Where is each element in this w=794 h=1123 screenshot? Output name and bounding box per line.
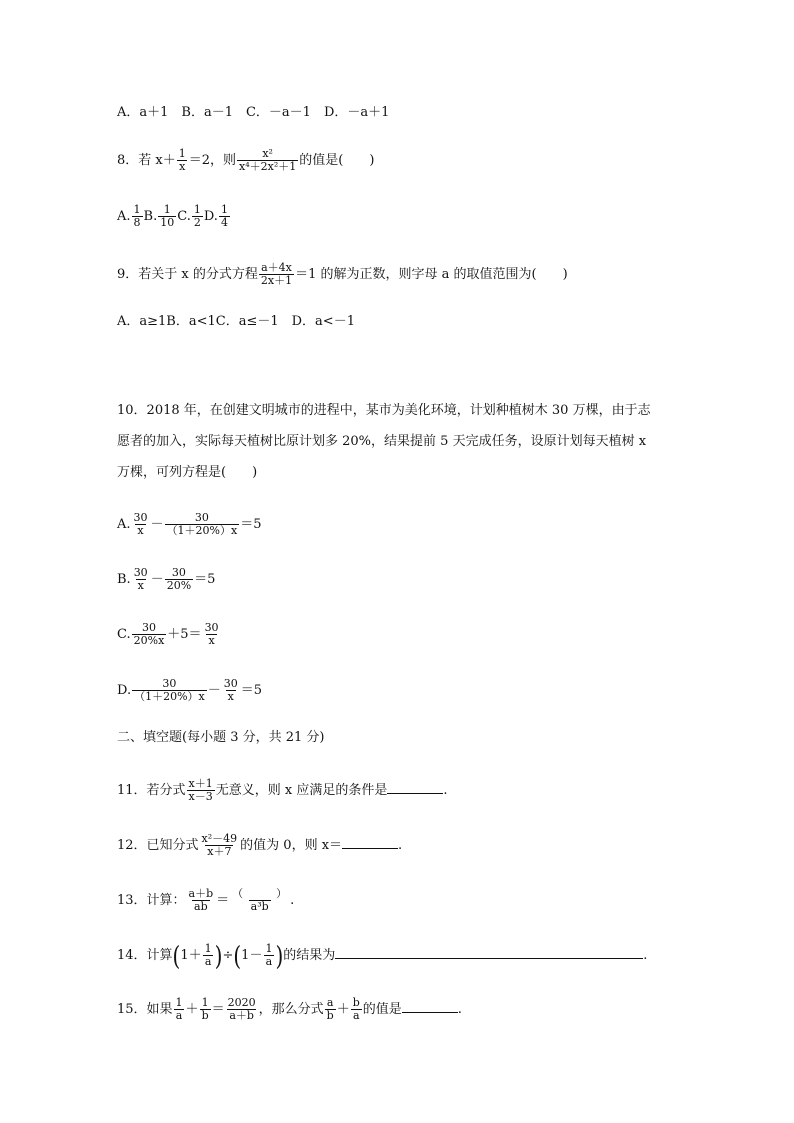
q10b-f1-den: x — [137, 579, 144, 592]
q10-option-c — [117, 622, 222, 647]
q7-options: A．a＋1 B．a－1 C．－a－1 D．－a＋1 — [117, 105, 390, 120]
q9-num: a＋4x — [261, 261, 292, 274]
q10c-frac-2 — [203, 622, 221, 647]
q15-mid: ，那么分式 — [258, 1002, 324, 1017]
q10d-f2-den: x — [227, 690, 234, 703]
q14-f1-den: a — [204, 955, 212, 968]
q8-option-d-label: D. — [203, 209, 218, 224]
q8-mid: ＝2，则 — [188, 153, 237, 168]
q14-f2-num: 1 — [265, 942, 273, 955]
q8-option-d-frac — [219, 204, 230, 229]
question-14 — [117, 939, 648, 972]
q11-suffix: 无意义，则 x 应满足的条件是 — [215, 783, 388, 798]
q10d-f1-den: （1＋20%）x — [134, 690, 205, 703]
q10a-frac-2 — [165, 512, 240, 537]
q10b-op: － — [150, 572, 164, 587]
q8-a-den: 8 — [133, 216, 141, 229]
q14-frac-2 — [263, 943, 274, 968]
q15-f2-num: 1 — [201, 996, 209, 1009]
q10a-f2-num: 30 — [194, 511, 209, 524]
q10-option-d — [117, 678, 262, 703]
q10d-f2-num: 30 — [223, 677, 238, 690]
q11-answer-blank[interactable] — [387, 781, 443, 794]
q10b-frac-1 — [132, 567, 150, 592]
q15-plus-1: ＋ — [185, 1002, 199, 1017]
q11-num: x＋1 — [188, 777, 213, 790]
q14-end: . — [643, 948, 648, 963]
q8-big-num: x² — [262, 147, 273, 160]
question-12 — [117, 833, 402, 858]
question-15 — [117, 997, 462, 1022]
q8-cond-den: x — [179, 160, 186, 173]
q8-option-c-frac — [192, 204, 203, 229]
q10d-frac-2 — [222, 678, 240, 703]
q15-frac-1 — [174, 997, 185, 1022]
q8-c-num: 1 — [193, 203, 201, 216]
q13-prefix: 13．计算： — [117, 893, 186, 908]
q8-a-num: 1 — [133, 203, 141, 216]
q12-end: . — [398, 838, 403, 853]
question-8 — [117, 148, 374, 173]
q14-div: ÷ — [222, 948, 234, 963]
q9-fraction — [259, 262, 294, 287]
q12-answer-blank[interactable] — [342, 836, 398, 849]
q12-fraction — [200, 833, 240, 858]
q9-options: A．a≥1B．a<1C．a≤－1 D．a<－1 — [117, 314, 355, 329]
right-paren-icon: ) — [214, 939, 223, 972]
q15-f1-den: a — [175, 1009, 183, 1022]
question-11 — [117, 778, 448, 803]
q9-suffix: ＝1 的解为正数，则字母 a 的取值范围为( ) — [295, 267, 568, 282]
q8-suffix: 的值是( ) — [299, 153, 375, 168]
q11-end: . — [443, 783, 448, 798]
q10-option-a — [117, 512, 261, 537]
q14-answer-blank[interactable] — [335, 946, 643, 959]
q8-option-a-label: A. — [117, 209, 131, 224]
q10a-f1-den: x — [137, 524, 144, 537]
q10d-label: D. — [117, 683, 132, 698]
q10c-frac-1 — [132, 622, 167, 647]
q10b-frac-2 — [165, 567, 193, 592]
q15-frac-2 — [200, 997, 211, 1022]
q14-f2-den: a — [265, 955, 273, 968]
q10a-f1-num: 30 — [133, 511, 148, 524]
q15-f3-num: 2020 — [227, 996, 256, 1009]
q10c-f1-num: 30 — [141, 621, 156, 634]
q13-frac-1 — [187, 888, 216, 913]
q15-frac-3 — [226, 997, 258, 1022]
q8-prefix: 8．若 x＋ — [117, 153, 176, 168]
q10c-label: C. — [117, 627, 131, 642]
q10d-frac-1 — [132, 678, 207, 703]
q11-den: x－3 — [188, 790, 213, 803]
q8-d-den: 4 — [220, 216, 228, 229]
q10-line-3: 万棵，可列方程是( ) — [117, 465, 258, 480]
q10a-label: A. — [117, 517, 131, 532]
q15-answer-blank[interactable] — [402, 1000, 458, 1013]
q10c-op: ＋5＝ — [167, 627, 202, 642]
q15-frac-5 — [351, 997, 362, 1022]
q9-prefix: 9．若关于 x 的分式方程 — [117, 267, 258, 282]
q8-cond-fraction — [177, 148, 188, 173]
q8-option-b-label: B. — [143, 209, 158, 224]
q8-b-den: 10 — [160, 216, 175, 229]
q11-prefix: 11．若分式 — [117, 783, 186, 798]
q13-eq: ＝ — [216, 893, 230, 908]
q12-prefix: 12．已知分式 — [117, 838, 199, 853]
q15-f2-den: b — [201, 1009, 209, 1022]
q10d-op: － — [207, 683, 221, 698]
q13-frac-2 — [230, 888, 289, 913]
q15-f1-num: 1 — [175, 996, 183, 1009]
left-paren-icon: ( — [233, 939, 242, 972]
q15-f5-num: b — [352, 996, 360, 1009]
q13-answer-blank[interactable]: （ ） — [232, 887, 288, 900]
q9-den: 2x＋1 — [260, 274, 293, 287]
q10a-op: － — [150, 517, 164, 532]
q10c-f2-num: 30 — [204, 621, 219, 634]
q8-option-b-frac — [158, 204, 176, 229]
q13-end: . — [290, 893, 295, 908]
q12-den: x＋7 — [207, 845, 232, 858]
q14-suffix: 的结果为 — [283, 948, 336, 963]
q15-f4-num: a — [326, 996, 334, 1009]
q13-f1-den: ab — [194, 900, 208, 913]
q15-frac-4 — [325, 997, 336, 1022]
q8-option-c-label: C. — [177, 209, 191, 224]
q14-frac-1 — [203, 943, 214, 968]
left-paren-icon: ( — [172, 939, 181, 972]
q10-line-2: 愿者的加入，实际每天植树比原计划多 20%，结果提前 5 天完成任务，设原计划每天植树 x — [117, 434, 647, 449]
q13-f1-num: a＋b — [188, 887, 214, 900]
right-paren-icon: ) — [275, 939, 284, 972]
q15-end: . — [457, 1002, 462, 1017]
q10b-f1-num: 30 — [133, 566, 148, 579]
q10c-f1-den: 20%x — [133, 634, 165, 647]
section-heading: 二、填空题(每小题 3 分，共 21 分) — [117, 730, 325, 745]
q15-prefix: 15．如果 — [117, 1002, 173, 1017]
q12-num: x²－49 — [201, 832, 238, 845]
q15-f5-den: a — [352, 1009, 360, 1022]
question-9 — [117, 262, 568, 287]
q10-option-b — [117, 567, 215, 592]
q11-fraction — [187, 778, 215, 803]
q8-big-den: x⁴＋2x²＋1 — [239, 160, 297, 173]
q10-line-1: 10．2018 年，在创建文明城市的进程中，某市为美化环境，计划种植树木 30 万棵，由于志 — [117, 403, 651, 418]
q10a-frac-1 — [132, 512, 150, 537]
q8-option-a-frac — [132, 204, 143, 229]
q15-eq: ＝ — [211, 1002, 225, 1017]
q13-f2-den: a³b — [250, 900, 269, 913]
q8-c-den: 2 — [193, 216, 201, 229]
question-13 — [117, 888, 294, 913]
q14-p1a: 1＋ — [180, 948, 202, 963]
q15-f4-den: b — [326, 1009, 334, 1022]
q8-cond-num: 1 — [178, 147, 186, 160]
q10a-rhs: ＝5 — [240, 517, 262, 532]
q8-d-num: 1 — [220, 203, 228, 216]
q10b-f2-den: 20% — [166, 579, 192, 592]
q10d-rhs: ＝5 — [240, 683, 263, 698]
q12-suffix: 的值为 0，则 x＝ — [240, 838, 343, 853]
q10d-f1-num: 30 — [162, 677, 177, 690]
q8-big-fraction — [237, 148, 298, 173]
q10a-f2-den: （1＋20%）x — [166, 524, 238, 537]
q8-b-num: 1 — [163, 203, 171, 216]
q15-plus-2: ＋ — [336, 1002, 350, 1017]
q10b-label: B. — [117, 572, 131, 587]
q14-p2a: 1－ — [241, 948, 263, 963]
q15-f3-den: a＋b — [229, 1009, 254, 1022]
q10b-rhs: ＝5 — [194, 572, 216, 587]
q8-options — [117, 204, 231, 229]
q14-prefix: 14．计算 — [117, 948, 173, 963]
q15-suffix: 的值是 — [362, 1002, 402, 1017]
q10b-f2-num: 30 — [171, 566, 186, 579]
q10c-f2-den: x — [208, 634, 215, 647]
q14-f1-num: 1 — [204, 942, 212, 955]
